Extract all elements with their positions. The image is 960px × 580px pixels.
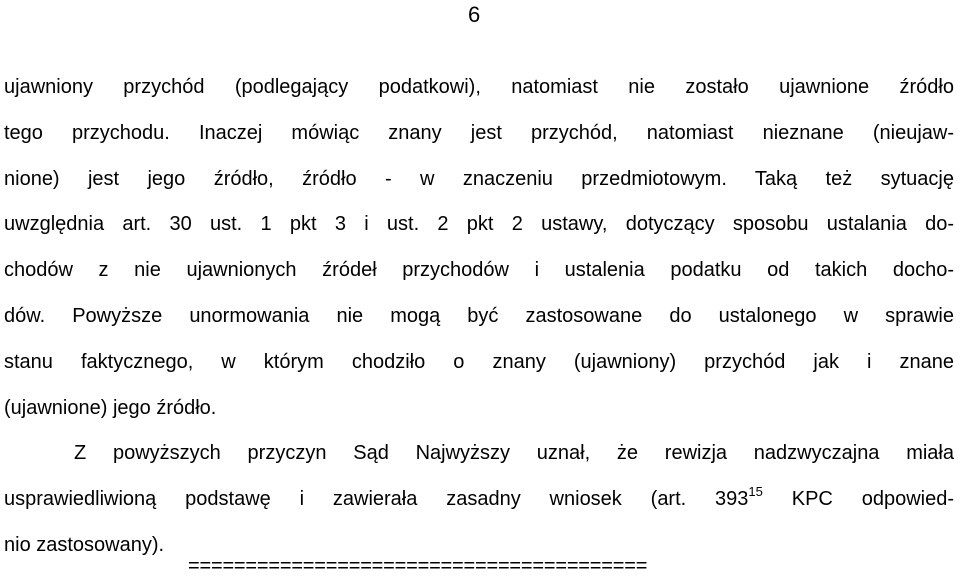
article-superscript: 15 (748, 484, 763, 500)
separator-line: ======================================== (188, 555, 648, 577)
document-body (4, 65, 954, 569)
text-line: nio zastosowany). (4, 533, 165, 556)
text-line: Z powyższych przyczyn Sąd Najwyższy uznał, że rewizja nadzwyczajna miała (74, 442, 954, 465)
text-line: ujawniony przychód (podlegający podatkowi), natomiast nie zostało ujawnione źródło (4, 76, 954, 98)
paragraph-1 (4, 65, 954, 431)
text-line: chodów z nie ujawnionych źródeł przychodów i ustalenia podatku od takich docho- (4, 259, 954, 282)
text-line: stanu faktycznego, w którym chodziło o znany (ujawniony) przychód jak i znane (4, 350, 954, 373)
text-line-with-superscript (4, 477, 954, 523)
text-line: uwzględnia art. 30 ust. 1 pkt 3 i ust. 2 pkt 2 ustawy, dotyczący sposobu ustalania do- (4, 213, 954, 236)
text-line: dów. Powyższe unormowania nie mogą być zastosowane do ustalonego w sprawie (4, 304, 954, 327)
page-number: 6 (468, 2, 481, 27)
text-line: nione) jest jego źródło, źródło - w znaczeniu przedmiotowym. Taką też sytuację (4, 167, 954, 190)
text-line: (ujawnione) jego źródło. (4, 396, 217, 419)
paragraph-2 (4, 431, 954, 568)
text-line: tego przychodu. Inaczej mówiąc znany jest przychód, natomiast nieznane (nieujaw- (4, 121, 954, 144)
text-segment: usprawiedliwioną podstawę i zawierała zasadny wniosek (art. 393 (4, 488, 749, 511)
text-segment: KPC odpowied- (762, 488, 954, 511)
